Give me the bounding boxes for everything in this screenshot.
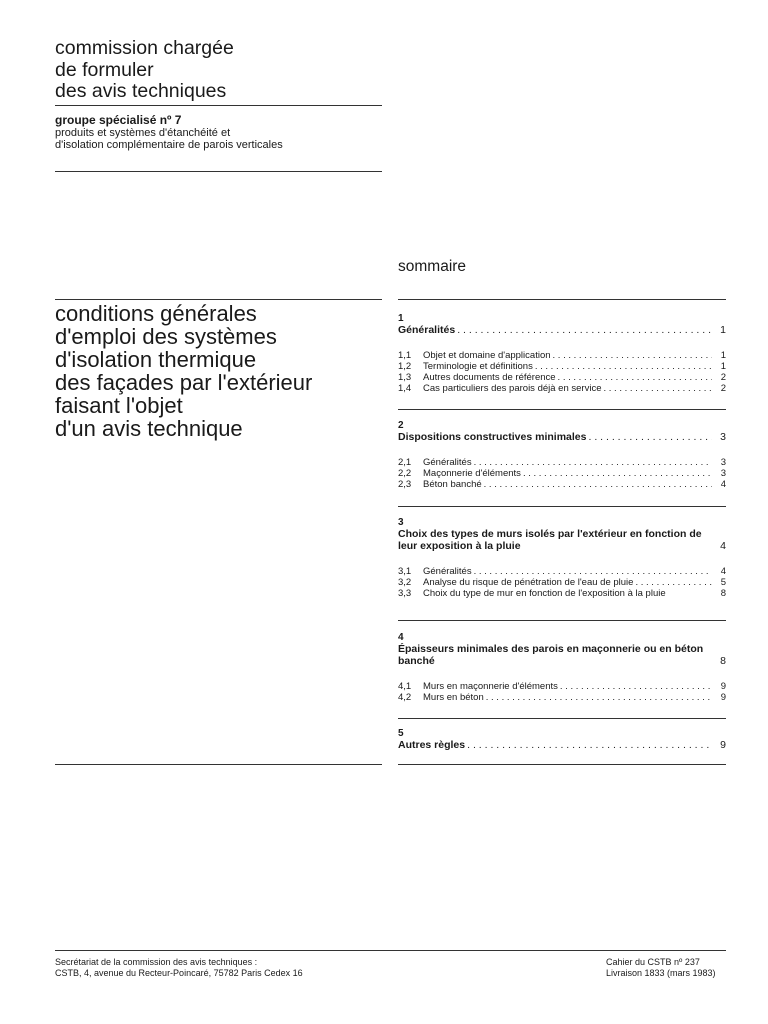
- subsection-number: 3,2: [398, 577, 412, 588]
- toc-section-1: [398, 313, 726, 394]
- footer-line: Secrétariat de la commission des avis techniques :: [55, 957, 258, 967]
- leader-dots: [467, 739, 712, 751]
- leader-dots: [474, 566, 712, 577]
- leader-dots: [558, 372, 712, 383]
- rule-title-bottom: [55, 764, 382, 765]
- subsection-text: Cas particuliers des parois déjà en service: [423, 383, 602, 394]
- subsection-text: Généralités: [423, 457, 472, 468]
- section-title: Autres règles: [398, 739, 466, 751]
- title-line: d'emploi des systèmes: [55, 324, 277, 349]
- subsection-number: 1,4: [398, 383, 412, 394]
- subsection-text: Généralités: [423, 566, 472, 577]
- section-title-row: [398, 431, 726, 443]
- subsection-number: 4,2: [398, 692, 412, 703]
- subsection-row: [398, 372, 726, 383]
- rule-sec-5: [398, 718, 726, 719]
- section-title: Généralités: [398, 324, 456, 336]
- subsection-number: 3,1: [398, 566, 412, 577]
- commission-line: commission chargée: [55, 37, 234, 59]
- group-subtitle: [55, 128, 283, 151]
- section-number: 2: [398, 420, 404, 431]
- sommaire-heading: sommaire: [398, 258, 467, 275]
- subsection-number: 2,1: [398, 457, 412, 468]
- subsection-page: 3: [720, 457, 726, 468]
- leader-dots: [603, 383, 712, 394]
- section-title: Dispositions constructives minimales: [398, 431, 587, 443]
- group-subtitle-line: d'isolation complémentaire de parois verticales: [55, 138, 283, 151]
- subsection-page: 1: [720, 350, 726, 361]
- subsection-page: 2: [720, 372, 726, 383]
- title-line: faisant l'objet: [55, 393, 183, 418]
- section-title: Épaisseurs minimales des parois en maçonnerie ou en béton banché: [398, 643, 704, 667]
- footer-line: CSTB, 4, avenue du Recteur-Poincaré, 75782 Paris Cedex 16: [55, 968, 303, 978]
- title-line: des façades par l'extérieur: [55, 370, 313, 395]
- subsection-number: 1,1: [398, 350, 412, 361]
- subsection-text: Terminologie et définitions: [423, 361, 533, 372]
- subsection-row: [398, 681, 726, 692]
- toc-section-2: [398, 420, 726, 490]
- subsection-text: Autres documents de référence: [423, 372, 556, 383]
- section-number: 3: [398, 517, 404, 528]
- subsection-text: Maçonnerie d'éléments: [423, 468, 521, 479]
- subsection-row: [398, 566, 726, 577]
- section-page: 3: [720, 431, 726, 443]
- section-page: 9: [720, 739, 726, 751]
- footer-line: Cahier du CSTB nº 237: [606, 957, 700, 967]
- subsection-page: 2: [720, 383, 726, 394]
- rule-sec-3: [398, 506, 726, 507]
- subsection-row: [398, 692, 726, 703]
- subsection-page: 9: [720, 692, 726, 703]
- subsection-page: 8: [720, 588, 726, 599]
- subsection-number: 2,2: [398, 468, 412, 479]
- section-page: 4: [720, 540, 726, 552]
- title-line: d'un avis technique: [55, 416, 243, 441]
- section-number: 1: [398, 313, 404, 324]
- section-number: 5: [398, 728, 404, 739]
- group-subtitle-line: produits et systèmes d'étanchéité et: [55, 127, 231, 139]
- subsection-row: [398, 350, 726, 361]
- section-title-row: [398, 324, 726, 336]
- footer-secretariat: [55, 957, 303, 979]
- subsection-row: [398, 479, 726, 490]
- section-title-row: [398, 528, 726, 552]
- subsection-page: 3: [720, 468, 726, 479]
- subsection-list: [398, 457, 726, 490]
- leader-dots: [588, 431, 712, 443]
- subsection-page: 1: [720, 361, 726, 372]
- commission-line: des avis techniques: [55, 80, 227, 102]
- subsection-text: Analyse du risque de pénétration de l'eau de pluie: [423, 577, 634, 588]
- subsection-row: [398, 577, 726, 588]
- commission-heading: [55, 38, 234, 103]
- subsection-list: [398, 681, 726, 703]
- section-title-row: [398, 643, 726, 667]
- toc-section-4: [398, 632, 726, 703]
- toc-section-3: [398, 517, 726, 599]
- leader-dots: [560, 681, 712, 692]
- subsection-text: Murs en béton: [423, 692, 484, 703]
- leader-dots: [457, 324, 712, 336]
- leader-dots: [553, 350, 712, 361]
- subsection-row: [398, 588, 726, 599]
- rule-sec-2: [398, 409, 726, 410]
- subsection-text: Objet et domaine d'application: [423, 350, 551, 361]
- leader-dots: [635, 577, 712, 588]
- subsection-row: [398, 468, 726, 479]
- subsection-list: [398, 350, 726, 394]
- rule-group: [55, 171, 382, 172]
- subsection-number: 2,3: [398, 479, 412, 490]
- rule-footer: [55, 950, 726, 951]
- footer-line: Livraison 1833 (mars 1983): [606, 968, 716, 978]
- section-page: 8: [720, 655, 726, 667]
- subsection-number: 1,2: [398, 361, 412, 372]
- leader-dots: [535, 361, 712, 372]
- rule-header: [55, 105, 382, 106]
- subsection-number: 4,1: [398, 681, 412, 692]
- subsection-text: Béton banché: [423, 479, 482, 490]
- rule-sec-4: [398, 620, 726, 621]
- title-line: conditions générales: [55, 301, 257, 326]
- subsection-page: 4: [720, 566, 726, 577]
- subsection-number: 1,3: [398, 372, 412, 383]
- document-title: [55, 302, 312, 440]
- subsection-row: [398, 361, 726, 372]
- subsection-list: [398, 566, 726, 599]
- leader-dots: [486, 692, 712, 703]
- toc-section-5: [398, 728, 726, 751]
- leader-dots: [474, 457, 712, 468]
- subsection-row: [398, 457, 726, 468]
- section-title-row: [398, 739, 726, 751]
- section-page: 1: [720, 324, 726, 336]
- section-title: Choix des types de murs isolés par l'extérieur en fonction de leur exposition à la pluie: [398, 528, 702, 552]
- subsection-text: Choix du type de mur en fonction de l'exposition à la pluie: [423, 588, 666, 599]
- subsection-page: 5: [720, 577, 726, 588]
- section-number: 4: [398, 632, 404, 643]
- leader-dots: [484, 479, 712, 490]
- rule-sommaire-bottom: [398, 764, 726, 765]
- leader-dots: [523, 468, 712, 479]
- commission-line: de formuler: [55, 58, 154, 81]
- title-line: d'isolation thermique: [55, 347, 257, 372]
- subsection-row: [398, 383, 726, 394]
- rule-title-top: [55, 299, 382, 300]
- group-title: groupe spécialisé nº 7: [55, 113, 182, 127]
- subsection-text: Murs en maçonnerie d'éléments: [423, 681, 558, 692]
- footer-publication: [606, 957, 716, 979]
- rule-sommaire-top: [398, 299, 726, 300]
- subsection-page: 9: [720, 681, 726, 692]
- subsection-number: 3,3: [398, 588, 412, 599]
- subsection-page: 4: [720, 479, 726, 490]
